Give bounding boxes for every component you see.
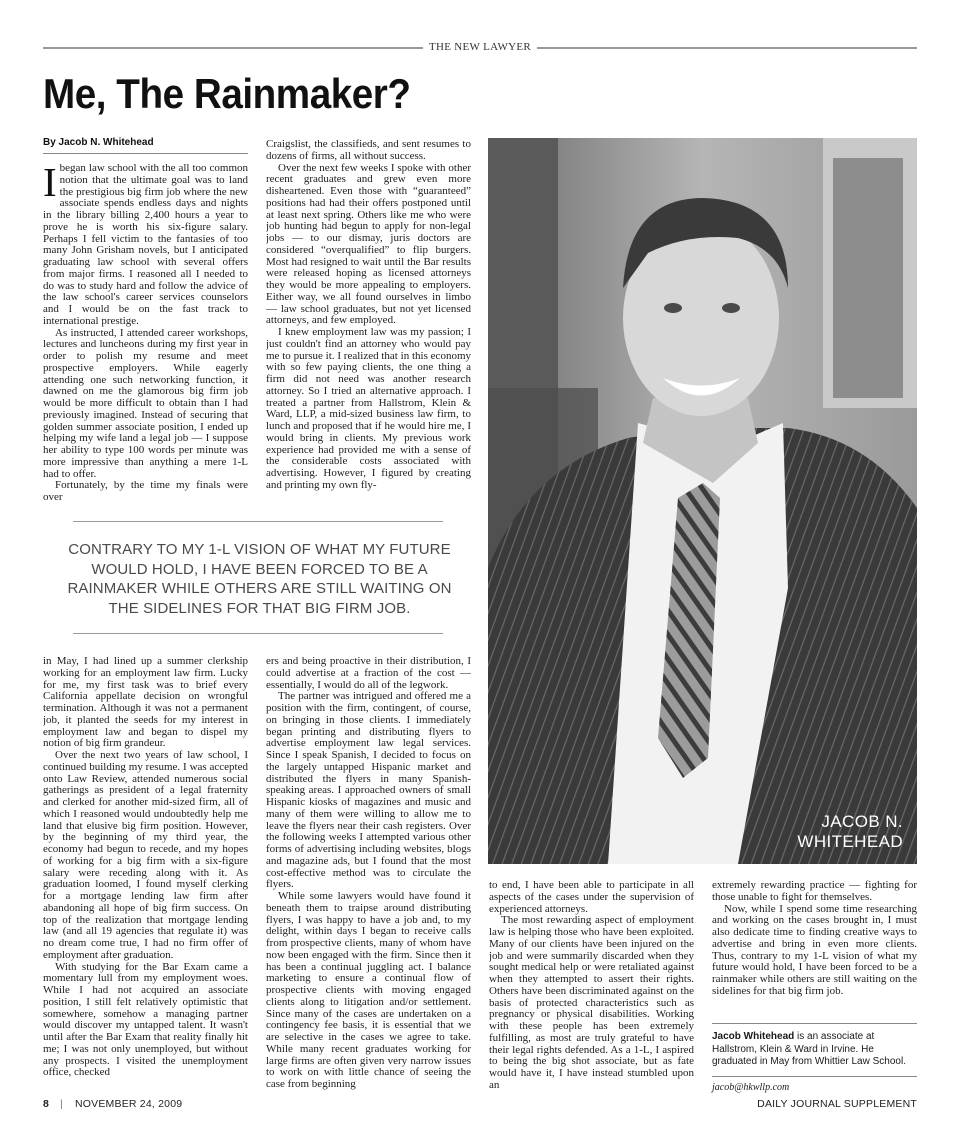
drop-cap: I (43, 163, 57, 205)
photo-caption-line: JACOB N. (821, 812, 903, 831)
paragraph: extremely rewarding practice — fighting for those unable to fight for themselves. (712, 880, 917, 903)
paragraph: in May, I had lined up a summer clerkship working for an employment law firm. Lucky for me, my first task was to brief every California appellate decision on wrongful termination. Although it was not a permanent job, it planted the seeds for my interest in employment law and began to dispel my notion of big firm grandeur. (43, 656, 248, 750)
byline: By Jacob N. Whitehead (43, 137, 154, 148)
pull-quote-rule-bottom (73, 633, 443, 634)
section-header (0, 41, 960, 53)
bio-name: Jacob Whitehead (712, 1031, 795, 1042)
section-label: THE NEW LAWYER (423, 41, 537, 53)
paragraph: Over the next two years of law school, I continued building my resume. I was accepted onto Law Review, attended numerous social gatherings as president of a legal fraternity and clerked for another mid-sized firm, all of which I reasoned would undoubtedly help me land that elusive big firm position. However, by the beginning of my third year, the economy had begun to recede, and my hopes of working for a big firm with a six-figure salary were receding along with it. As graduation loomed, I found myself clerking for a mortgage lending law firm after abandoning all hope of big firm success. On top of the realization that mortgage lending law (and all 19 agencies that regulate it) was no dream come true, I had no firm offer of employment after graduation. (43, 749, 248, 961)
paragraph: Ibegan law school with the all too common notion that the ultimate goal was to land the prestigious big firm job where the new associate spends endless days and nights in the library billing 2,400 hours a year to prove he is worth his six-figure salary. Perhaps I fell victim to the fantasies of too many John Grisham novels, but I anticipated graduating law school with several offers from major firms. I reasoned all I needed to do was to study hard and follow the advice of the law school's career services counselors and I would be on the fast track to international prestige. (43, 163, 248, 327)
paragraph: While some lawyers would have found it beneath them to traipse around distributing flyers, I was happy to have a job and, to my delight, within days I began to receive calls from prospective clients, many of whom have now been engaged with the firm. Since then it has been a continual juggling act. I balance marketing to ensure a continual flow of prospective clients with moving engaged clients along to litigation and/or settlement. Since many of the cases are undertaken on a contingency fee basis, it is essential that we are selective in the cases we agree to take. While many recent graduates working for large firms are often given very narrow issues to work on with little chance of seeing the case from beginning (266, 890, 471, 1090)
paragraph: The most rewarding aspect of employment law is helping those who have been exploited. Many of our clients have been injured on the job and were summarily discarded when they sought medical help or were retaliated against when they attempted to assert their rights. Others have been discriminated against on the basis of protected characteristics such as pregnancy or physical disabilities. Working with these people has been extremely fulfilling, as most are truly grateful to have their legal rights defended. As a 1-L, I aspired to being the big shot associate, but as fate would have it, I have instead stumbled upon an (489, 914, 694, 1091)
column-1-bottom (43, 656, 248, 1094)
bio-text: is an associate at Hallstrom, Klein & Ward in Irvine. He graduated in May from Whittier Law School. (712, 1031, 906, 1067)
article-title: Me, The Rainmaker? (43, 70, 411, 117)
paragraph: to end, I have been able to participate in all aspects of the cases under the supervision of experienced attorneys. (489, 880, 694, 915)
paragraph: As instructed, I attended career workshops, lectures and luncheons during my first year in order to polish my resume and meet prospective employers. While eagerly attending one such networking function, it dawned on me the glamorous big firm job would be more difficult to obtain than I had previously imagined. Instead of securing that golden summer associate position, I ended up helping my wife land a legal job — I suppose her ability to type 100 words per minute was more impressive than anything a mere 1-L had to offer. (43, 326, 248, 480)
photo-caption-line: WHITEHEAD (797, 832, 903, 851)
paragraph: The partner was intrigued and offered me a position with the firm, contingent, of course, on bringing in those clients. I immediately began printing and distributing flyers to advertise employment law legal services. Since I speak Spanish, I decided to focus on the largely untapped Hispanic market and distributed the flyers in many Spanish-speaking areas. I approached owners of small Hispanic kiosks of magazines and music and many of them were willing to allow me to leave the flyers near their cash registers. Over the following weeks I attempted various other forms of advertising including websites, blogs and magazine ads, but I found that the most cost-effective method was to circulate the flyers. (266, 690, 471, 891)
footer-separator: | (60, 1098, 63, 1110)
pull-quote-rule-top (73, 521, 443, 522)
paragraph: Over the next few weeks I spoke with other recent graduates and grew even more disheartened. Even those with “guaranteed” positions had had their offers postponed until at least next spring. Others like me who were job hunting had begun to apply for non-legal jobs — to our dismay, juris doctors are considered “overqualified” to flip burgers. Most had resigned to wait until the Bar results were released hoping as licensed attorneys they would be more appealing to employers. Either way, we all found ourselves in limbo — law school graduates, but not yet licensed attorneys, and few employed. (266, 161, 471, 327)
pull-quote: CONTRARY TO MY 1-L VISION OF WHAT MY FUTURE WOULD HOLD, I HAVE BEEN FORCED TO BE A RAINMAKER WHILE OTHERS ARE STILL WAITING ON THE SIDELINES FOR THAT BIG FIRM JOB. (67, 541, 452, 617)
column-3-bottom (489, 880, 694, 1094)
paragraph: ers and being proactive in their distribution, I could advertise at a fraction of the cost — essentially, I would do all of the legwork. (266, 656, 471, 691)
column-4-bottom (712, 880, 917, 1010)
author-email[interactable]: jacob@hkwllp.com (712, 1082, 790, 1093)
column-2-bottom (266, 656, 471, 1094)
bio-rule-bottom (712, 1076, 917, 1077)
bio-rule-top (712, 1023, 917, 1024)
paragraph: Craigslist, the classifieds, and sent resumes to dozens of firms, all without success. (266, 139, 471, 162)
issue-date: NOVEMBER 24, 2009 (75, 1098, 183, 1110)
publication-name: DAILY JOURNAL SUPPLEMENT (757, 1098, 917, 1110)
column-2-top (266, 139, 471, 503)
paragraph: I knew employment law was my passion; I just couldn't find an attorney who would pay me to pursue it. I realized that in this economy with so few paying clients, the one thing a firm did not need was another research attorney. So I tried an alternative approach. I treated a partner from Hallstrom, Klein & Ward, LLP, a mid-sized business law firm, to lunch and proposed that if he would hire me, I would bring in clients. My previous work experience had provided me with a sense of the considerable costs associated with advertising. However, I figured by creating and printing my own fly- (266, 326, 471, 491)
author-portrait-image (488, 138, 917, 864)
paragraph: With studying for the Bar Exam came a momentary lull from my employment woes. While I had not acquired an associate position, I still felt relatively optimistic that somewhere, somehow a managing partner would discover my untapped talent. It wasn't until after the Bar Exam that reality finally hit me; I was not only unemployed, but without any prospects. I visited the unemployment office, checked (43, 960, 248, 1079)
page-number: 8 (43, 1098, 50, 1110)
photo-caption (797, 812, 903, 852)
paragraph: Fortunately, by the time my finals were over (43, 479, 248, 503)
author-bio (712, 1031, 917, 1069)
author-photo (488, 138, 917, 864)
column-1-top (43, 163, 248, 503)
byline-rule (43, 153, 248, 154)
paragraph: Now, while I spend some time researching and working on the cases brought in, I must also dedicate time to finding creative ways to advertise and bring in even more clients. Thus, contrary to my 1-L vision of what my future would hold, I have been forced to be a rainmaker while others are still waiting on the sidelines for that big firm job. (712, 902, 917, 997)
